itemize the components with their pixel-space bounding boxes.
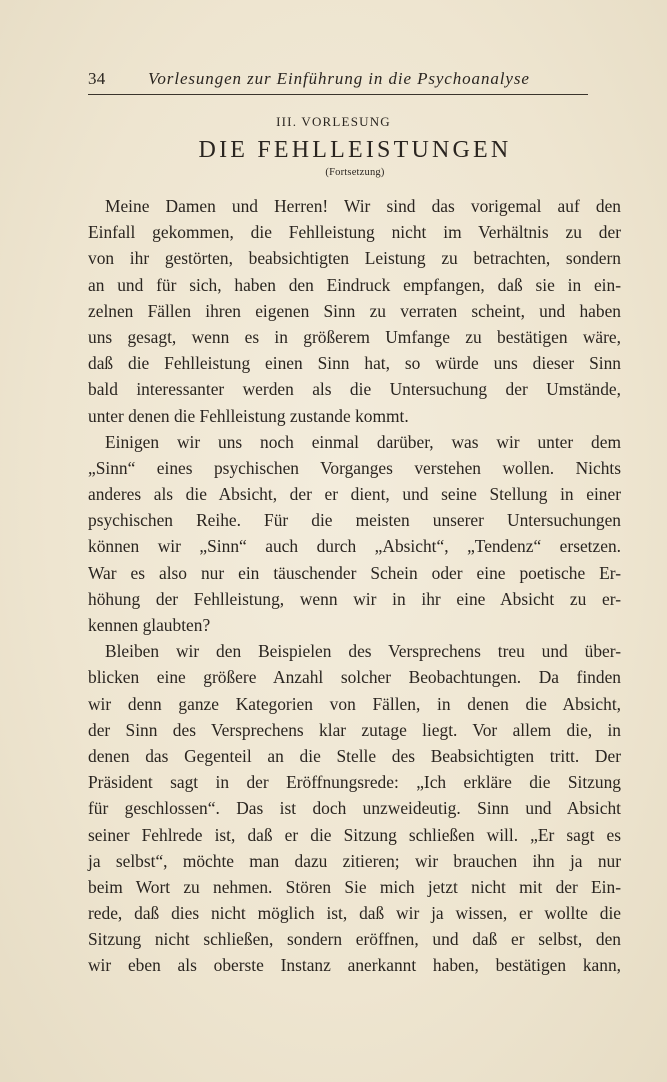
- text-line: wir eben als oberste Instanz anerkannt haben, bestätigen kann,: [88, 955, 621, 976]
- body-text: [88, 193, 621, 979]
- text-line: für geschlossen“. Das ist doch unzweideutig. Sinn und Absicht: [88, 798, 621, 819]
- text-line: der Sinn des Versprechens klar zutage liegt. Vor allem die, in: [88, 719, 621, 740]
- paragraph: [88, 638, 621, 978]
- text-line: wir denn ganze Kategorien von Fällen, in denen die Absicht,: [88, 693, 621, 714]
- text-line: Meine Damen und Herren! Wir sind das vorigemal auf den: [105, 196, 621, 216]
- text-line: psychischen Reihe. Für die meisten unserer Untersuchungen: [88, 510, 621, 531]
- text-line: daß die Fehlleistung einen Sinn hat, so würde uns dieser Sinn: [88, 353, 621, 374]
- text-line: können wir „Sinn“ auch durch „Absicht“, „Tendenz“ ersetzen.: [88, 536, 621, 557]
- text-line: denen das Gegenteil an die Stelle des Beabsichtigten tritt. Der: [88, 745, 621, 766]
- paragraph: [88, 193, 621, 429]
- running-header: [88, 64, 588, 95]
- text-line: blicken eine größere Anzahl solcher Beobachtungen. Da finden: [88, 667, 621, 688]
- text-line: von ihr gestörten, beabsichtigten Leistung zu betrachten, sondern: [88, 248, 621, 269]
- paragraph: [88, 429, 621, 639]
- text-line: rede, daß dies nicht möglich ist, daß wir ja wissen, er wollte die: [88, 903, 621, 924]
- running-title: Vorlesungen zur Einführung in die Psychoanalyse: [148, 69, 530, 88]
- text-line: Bleiben wir den Beispielen des Versprechens treu und über-: [105, 641, 621, 662]
- text-line: Sitzung nicht schließen, sondern eröffnen, und daß er selbst, den: [88, 929, 621, 950]
- text-line: uns gesagt, wenn es in größerem Umfange zu bestätigen wäre,: [88, 326, 621, 347]
- text-line: Präsident sagt in der Eröffnungsrede: „Ich erkläre die Sitzung: [88, 772, 621, 793]
- text-line: bald interessanter werden als die Untersuchung der Umstände,: [88, 379, 621, 400]
- text-line: an und für sich, haben den Eindruck empfangen, daß sie in ein-: [88, 274, 621, 295]
- text-line: „Sinn“ eines psychischen Vorganges verstehen wollen. Nichts: [88, 457, 621, 478]
- text-line: zelnen Fällen ihren eigenen Sinn zu verraten scheint, und haben: [88, 300, 621, 321]
- text-line: anderes als die Absicht, der er dient, und seine Stellung in einer: [88, 484, 621, 505]
- chapter-subtitle: (Fortsetzung): [325, 167, 385, 178]
- text-line: unter denen die Fehlleistung zustande kommt.: [88, 405, 409, 426]
- text-line: beim Wort zu nehmen. Stören Sie mich jetzt nicht mit der Ein-: [88, 876, 621, 897]
- text-line: Einfall gekommen, die Fehlleistung nicht im Verhältnis zu der: [88, 222, 621, 243]
- text-line: ja selbst“, möchte man dazu zitieren; wir brauchen ihn ja nur: [88, 850, 621, 871]
- text-line: Einigen wir uns noch einmal darüber, was wir unter dem: [105, 431, 621, 452]
- page-number: 34: [88, 69, 106, 88]
- chapter-title: DIE FEHLLEISTUNGEN: [198, 137, 512, 163]
- text-line: War es also nur ein täuschender Schein oder eine poetische Er-: [88, 562, 621, 583]
- text-line: seiner Fehlrede ist, daß er die Sitzung schließen will. „Er sagt es: [88, 824, 621, 845]
- text-line: höhung der Fehlleistung, wenn wir in ihr eine Absicht zu er-: [88, 588, 621, 609]
- text-line: kennen glaubten?: [88, 615, 211, 635]
- lecture-label: III. VORLESUNG: [276, 114, 391, 129]
